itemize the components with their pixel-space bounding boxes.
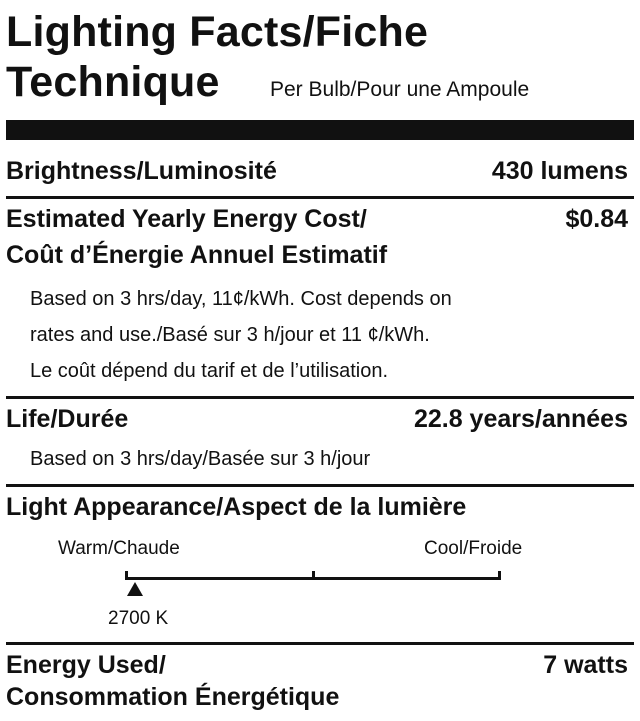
energy-used-label-line2: Consommation Énergétique bbox=[6, 683, 340, 711]
label-subtitle: Per Bulb/Pour une Ampoule bbox=[270, 78, 530, 101]
energy-cost-label-line1: Estimated Yearly Energy Cost/ bbox=[6, 205, 367, 233]
brightness-value: 430 lumens bbox=[491, 157, 628, 185]
warm-label: Warm/Chaude bbox=[58, 538, 180, 559]
life-value: 22.8 years/années bbox=[413, 405, 628, 433]
divider bbox=[6, 484, 634, 487]
energy-cost-note-line2: rates and use./Basé sur 3 h/jour et 11 ¢/kWh. bbox=[30, 324, 430, 346]
light-appearance-label: Light Appearance/Aspect de la lumière bbox=[6, 493, 467, 521]
cool-label: Cool/Froide bbox=[424, 538, 523, 559]
divider bbox=[6, 196, 634, 199]
label-title-line1: Lighting Facts/Fiche bbox=[6, 8, 429, 56]
brightness-label: Brightness/Luminosité bbox=[6, 157, 277, 185]
life-label: Life/Durée bbox=[6, 405, 129, 433]
thick-divider bbox=[6, 120, 634, 140]
energy-cost-note-line1: Based on 3 hrs/day, 11¢/kWh. Cost depends on bbox=[30, 288, 452, 310]
energy-used-value: 7 watts bbox=[543, 651, 628, 679]
scale-marker-icon bbox=[127, 582, 143, 596]
energy-cost-label-line2: Coût d’Énergie Annuel Estimatif bbox=[6, 241, 388, 269]
energy-used-label-line1: Energy Used/ bbox=[6, 651, 166, 679]
energy-cost-note-line3: Le coût dépend du tarif et de l’utilisation. bbox=[30, 360, 389, 382]
label-title-line2: Technique bbox=[6, 58, 220, 106]
divider bbox=[6, 642, 634, 645]
scale-tick-right bbox=[498, 571, 501, 580]
scale-tick-middle bbox=[312, 571, 315, 580]
divider bbox=[6, 396, 634, 399]
color-temperature-value: 2700 K bbox=[108, 608, 169, 629]
life-note: Based on 3 hrs/day/Basée sur 3 h/jour bbox=[30, 448, 371, 470]
energy-cost-value: $0.84 bbox=[565, 205, 628, 233]
scale-tick-left bbox=[125, 571, 128, 580]
